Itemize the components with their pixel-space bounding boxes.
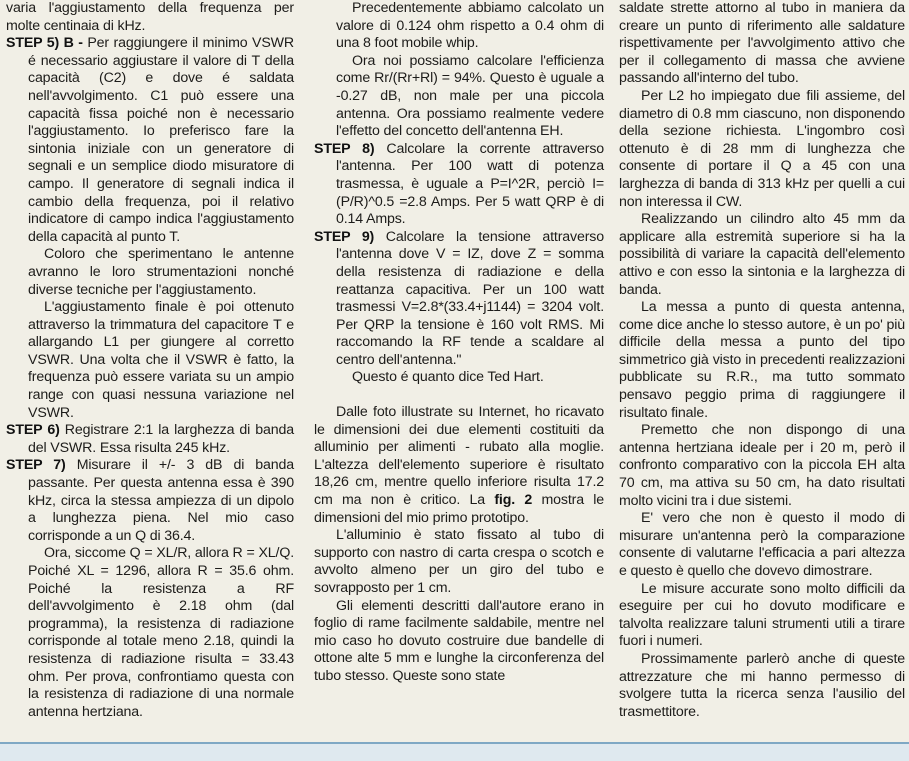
step-paragraph [6,422,294,457]
continued-paragraph [619,0,905,88]
paragraph-text: Realizzando un cilindro alto 45 mm da applicare alla estremità superiore si ha la possibilità di variare la capacità dell'elemento attivo e con esso la sintonia e la larghezza di banda. [619,211,905,298]
step-paragraph [314,141,604,229]
paragraph-text: Ora noi possiamo calcolare l'efficienza come Rr/(Rr+Rl) = 94%. Questo è uguale a -0.27 dB, non male per una piccola antenna. Ora possiamo realmente vedere l'effetto del concetto dell'antenna EH. [336,52,604,140]
step-continuation-paragraph [6,246,294,299]
body-paragraph [619,422,905,510]
continued-paragraph [6,0,294,35]
step-text: Misurare il +/- 3 dB di banda passante. Per questa antenna essa è 390 kHz, circa la stessa ampiezza di un dipolo a lunghezza piena. Nel mio caso corrisponde a un Q di 36.4. [28,457,294,544]
figure-reference: fig. 2 [494,492,533,509]
step-continuation-paragraph [314,0,604,53]
step-label: STEP 7) [6,457,66,474]
paragraph-text: Gli elementi descritti dall'autore erano in foglio di rame facilmente saldabile, mentre nel mio caso ho dovuto costruire due bandelle di ottone alte 5 mm e lunghe la circonferenza del tubo stesso. Queste sono state [314,597,604,684]
paragraph-text: Per L2 ho impiegato due fili assieme, del diametro di 0.8 mm ciascuno, non disponendo della sezione richiesta. L'ingombro così ottenuto è di 28 mm di lunghezza che consente di portare il Q a 45 con una larghezza di banda di 313 kHz per quelli a cui non interessa il CW. [619,87,905,210]
paragraph-text: Precedentemente abbiamo calcolato un valore di 0.124 ohm rispetto a 0.4 ohm di una 8 foot mobile whip. [336,0,604,52]
step-paragraph [6,35,294,246]
body-paragraph [619,651,905,721]
step-label: STEP 8) [314,140,375,157]
paragraph-text: La messa a punto di questa antenna, come dice anche lo stesso autore, è un po' più difficile della messa a punto del tipo simmetrico già visto in precedenti realizzazioni pubblicate su R.R., ma tutto sommato pensavo peggio prima di raggiungere il risultato finale. [619,299,905,421]
step-label: STEP 9) [314,228,375,245]
paragraph-text: Prossimamente parlerò anche di queste attrezzature che mi hanno permesso di svolgere tutta la ricerca senza l'ausilio del trasmettitore. [619,650,905,720]
step-text: Calcolare la corrente attraverso l'antenna. Per 100 watt di potenza trasmessa, è uguale a P=I^2R, perciò I=(P/R)^0.5 =2.8 Amps. Per 5 watt QRP è di 0.14 Amps. [336,140,604,228]
step-continuation-paragraph [314,53,604,141]
body-paragraph [619,299,905,422]
step-text: Per raggiungere il minimo VSWR é necessario aggiustare il valore di T della capacità (C2) e dove é saldata nell'avvolgimento. C1 può essere una capacità fissa poiché non è necessario l'aggiustamento. Io preferisco fare la sintonia iniziale con un generatore di segnali e un semplice diodo misuratore di campo. Il generatore di segnali indica il cambio della frequenza, poi il relativo indicatore di campo indica l'aggiustamento della capacità al punto T. [28,35,295,245]
body-paragraph [619,211,905,299]
step-paragraph [6,457,294,545]
step-label: STEP 5) B - [6,35,83,52]
step-paragraph [314,229,604,370]
body-paragraph [314,404,604,527]
paragraph-text: Premetto che non dispongo di una antenna hertziana ideale per i 20 m, però il confronto comparativo con la piccola EH alta 70 cm, ma attiva su 50 cm, ha dato risultati molto vicini tra i due sistemi. [619,422,905,509]
paragraph-text: saldate strette attorno al tubo in maniera da creare un punto di riferimento alle saldature rispettivamente per l'avvolgimento attivo che per il collegamento di massa che avviene passando all'interno del tubo. [619,0,905,87]
paragraph-text: Dalle foto illustrate su Internet, ho ricavato le dimensioni dei due elementi costituiti da alluminio per alimenti - rubato alla moglie. L'altezza dell'elemento superiore è risultato 18,26 cm, mentre quello inferiore risulta 17.2 cm ma non è critico. La [314,404,604,509]
paragraph-text: Ora, siccome Q = XL/R, allora R = XL/Q. Poiché XL = 1296, allora R = 35.6 ohm. Poiché la resistenza a RF dell'avvolgimento è 2.18 ohm (dal programma), la resistenza di radiazione corrisponde al totale meno 2.18, quindi la resistenza di radiazione risulta = 33.43 ohm. Per prova, confrontiamo questa con la resistenza di radiazione di una normale antenna hertziana. [28,545,294,720]
text-column-1 [6,0,294,721]
paragraph-text: Questo é quanto dice Ted Hart. [352,369,544,386]
paragraph-text: L'alluminio è stato fissato al tubo di supporto con nastro di carta crespa o scotch e avvolto almeno per un giro del tubo e sovrapposto per 1 cm. [314,527,604,596]
paragraph-text: Coloro che sperimentano le antenne avranno le loro strumentazioni nonché diverse tecniche per l'aggiustamento. [28,246,294,298]
text-column-3 [619,0,905,721]
step-continuation-paragraph [6,545,294,721]
body-paragraph [619,88,905,211]
body-paragraph [314,527,604,597]
body-paragraph [619,510,905,580]
step-text: Calcolare la tensione attraverso l'antenna dove V = IZ, dove Z = somma della resistenza di radiazione e della reattanza capacitiva. Per un 100 watt trasmessi V=2.8*(33.4+j1144) = 3204 volt. Per QRP la tensione è 160 volt RMS. Mi raccomando la RF tende a scaldare al centro dell'antenna." [336,228,604,368]
text-column-2 [314,0,604,686]
bottom-frame-band [0,742,909,761]
paragraph-text: Le misure accurate sono molto difficili da eseguire per cui ho dovuto modificare e talvolta realizzare taluni strumenti utili a tirare fuori i numeri. [619,580,905,650]
paragraph-text: L'aggiustamento finale è poi ottenuto attraverso la trimmatura del capacitore T e allargando L1 per giungere al corretto VSWR. Una volta che il VSWR è fatto, la frequenza può essere variata su un ampio range con quasi nessuna variazione nel VSWR. [28,299,294,421]
step-text: Registrare 2:1 la larghezza di banda del VSWR. Essa risulta 245 kHz. [28,422,295,456]
body-paragraph [619,581,905,651]
paragraph-spacer [314,387,604,404]
body-paragraph [314,598,604,686]
step-continuation-paragraph [314,369,604,387]
step-continuation-paragraph [6,299,294,422]
paragraph-text-tail: mostra le dimensioni del mio primo prototipo. [314,492,605,526]
step-label: STEP 6) [6,422,60,439]
paragraph-text: E' vero che non è questo il modo di misurare un'antenna però la comparazione consente di valutarne l'efficacia a pari altezza e questo è quello che dovevo dimostrare. [619,510,905,579]
paragraph-text: varia l'aggiustamento della frequenza per molte centinaia di kHz. [6,0,294,34]
